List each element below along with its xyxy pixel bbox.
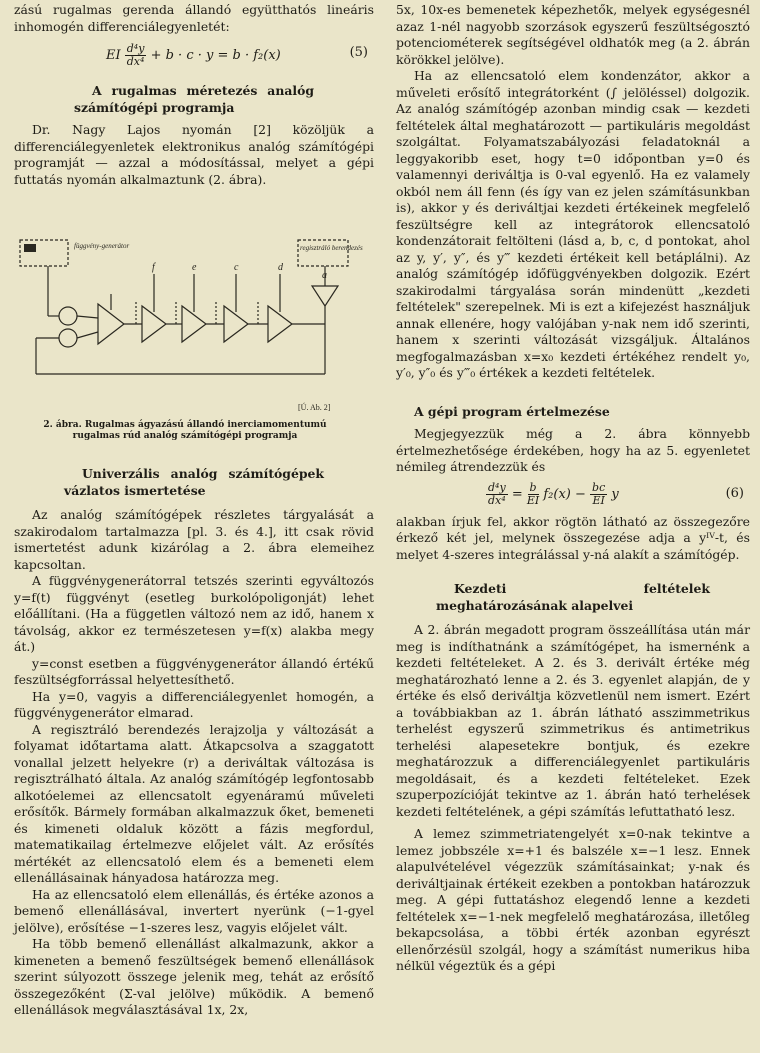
equation-5 — [14, 35, 374, 73]
eq-term: f₂(x) − — [543, 486, 586, 502]
recorder-label: regisztráló berendezés — [300, 244, 363, 252]
label-d: d — [278, 262, 283, 273]
label-e: e — [192, 262, 197, 273]
figure-ref: [Ú. Ab. 2] — [298, 403, 331, 412]
paragraph: A lemez szimmetriatengelyét x=0-nak tekintve a lemez jobbszéle x=+1 és balszéle x=−1 lesz. Ennek alapulvételével végezzük számításainkat; y-nak és deriváltjainak értékeit ezekben a pontokban határozzuk meg. A gépi futtatáshoz elegendő lenne a kezdeti feltételek x=−1-nek megfelelő meghatározása, illetőleg bekapcsolása, a többi érték azonban egyrészt ellenőrzésül szolgál, hogy a számítást numerikus hiba nélkül végeztük és a gépi — [396, 826, 750, 973]
fraction: $\frac{b}{EI}$ — [526, 480, 540, 507]
label-c: c — [234, 262, 239, 273]
right-column — [396, 0, 750, 975]
section-heading: Kezdeti feltételek meghatározásának alapelvei — [436, 581, 710, 613]
fraction: $\frac{\text{d⁴y}}{\text{dx⁴}}$ — [126, 42, 145, 68]
left-column — [14, 0, 374, 188]
section-heading: Univerzális analóg számítógépek vázlatos ismertetése — [64, 466, 324, 498]
paragraph: y=const esetben a függvénygenerátor állandó értékű feszültségforrással helyettesíthető. — [14, 655, 374, 687]
equation-number: (6) — [725, 485, 744, 501]
paragraph: Ha az ellencsatoló elem ellenállás, és értéke azonos a bemenő ellenállásával, invertert nyerünk (−1-gyel jelölve), erősítése −1-szeres lesz, vagyis előjelet vált. — [14, 886, 374, 935]
paragraph: Megjegyezzük még a 2. ábra könnyebb értelmezhetősége érdekében, hogy ha az 5. egyenletet némileg átrendezzük és — [396, 426, 750, 474]
left-column-lower — [14, 466, 374, 1019]
circuit-diagram — [6, 234, 363, 424]
paragraph: 5x, 10x-es bemenetek képezhetők, melyek egységesnél azaz 1-nél nagyobb szorzások egyszerű feszültségosztó potenciométerek segítségével oldhatók meg (a 2. ábrán körökkel jelölve). — [396, 2, 750, 67]
paragraph: zású rugalmas gerenda állandó együtthatós lineáris inhomogén differenciálegyenletét: — [14, 2, 374, 34]
eq-term: = — [511, 486, 523, 502]
eq-term: y — [611, 486, 619, 502]
eq-term: + b · c · y = b · f₂(x) — [150, 48, 281, 63]
equation-number: (5) — [349, 45, 368, 60]
equation-6 — [396, 476, 750, 514]
paragraph: Dr. Nagy Lajos nyomán [2] közöljük a differenciálegyenletek elektronikus analóg számítógépi programját — azzal a módosítással, melyet a gépi futtatás nyomán alkalmaztunk (2. ábra). — [14, 122, 374, 187]
paragraph: Ha y=0, vagyis a differenciálegyenlet homogén, a függvénygenerátor elmarad. — [14, 688, 374, 720]
paragraph: Az analóg számítógépek részletes tárgyalását a szakirodalom tartalmazza [pl. 3. és 4.], itt csak rövid ismertetést adunk kizárólag a 2. ábra elemeihez kapcsoltan. — [14, 507, 374, 572]
label-a: a — [322, 270, 327, 281]
eq-term: EI — [106, 48, 121, 63]
fraction: $\frac{\text{d⁴y}}{\text{dx⁴}}$ — [488, 480, 506, 507]
paragraph: A 2. ábrán megadott program összeállítása után már meg is indíthatnánk a számítógépet, ha ismernénk a kezdeti feltételeket. A 2. és 3. derivált értéke még meghatározható lenne a 2. és 3. egyenlet alapján, de y értéke és első deriváltja közvetlenül nem ismert. Ezért a továbbiakban az 1. ábrán látható asszimmetrikus terhelést egyszerű szimmetrikus és antimetrikus terhelési alapesetekre bontjuk, és ezekre meghatározzuk a differenciálegyenlet partikuláris megoldásait, és a kezdeti feltételeket. Ezek szuperpozícióját tekintve az 1. ábrán ható terhelések kezdeti feltételének, a gépi számítás lefuttatható lesz. — [396, 622, 750, 819]
section-heading: A gépi program értelmezése — [414, 403, 610, 419]
paragraph: Ha több bemenő ellenállást alkalmazunk, akkor a kimeneten a bemenő feszültségek bemenő ellenállások szerint súlyozott összege jelenik meg, tehát az erősítő összegezőként (Σ-val jelölve) működik. A bemenő ellenállások megválasztásával 1x, 2x, — [14, 936, 374, 1017]
paragraph: Ha az ellencsatoló elem kondenzátor, akkor a műveleti erősítő integrátorként (∫ jelöléssel) dolgozik. Az analóg számítógép azonban mindig csak — kezdeti feltételek által meghatározott — partikuláris megoldást szolgáltat. Folyamatszabályozási feladatoknál a leggyakoribb eset, hogy t=0 időpontban y=0 és valamennyi deriváltja is 0-val egyenlő. Ha ez valamely okból nem áll fenn (és így van ez jelen számításunkban is), akkor y és deriváltjai kezdeti értékeinek megfelelő feszültségre kell az integrátorok ellencsatoló kondenzátorait feltölteni (lásd a, b, c, d pontokat, ahol az y, y′, y″, és y‴ kezdeti értékeit kell betáplálni). Az analóg számítógép időfüggvényekben dolgozik. Ezért szakirodalmi tárgyalása során mindenütt „kezdeti feltételek" szerepelnek. Mi is ezt a kifejezést használjuk annak ellenére, hogy valójában y-nak nem idő szerinti, hanem x szerinti változását vizsgáljuk. Általános megfogalmazásban x=x₀ kezdeti értékéhez rendelt y₀, y′₀, y″₀ és y‴₀ értékek a kezdeti feltételek. — [396, 68, 750, 380]
label-f: f — [152, 262, 155, 273]
figure-caption: 2. ábra. Rugalmas ágyazású állandó inerciamomentumú rugalmas rúd analóg számítógépi programja — [43, 420, 327, 441]
paragraph: A regisztráló berendezés lerajzolja y változását a folyamat időtartama alatt. Átkapcsolva a szaggatott vonallal jelzett helyekre (r) a deriváltak változása is regisztrálható általa. Az analóg számítógép legfontosabb alkotóelemei az ellencsatolt egyenáramú műveleti erősítők. Bármely formában alkalmazzuk őket, bemeneti és kimeneti oldaluk között a fázis megfordul, matematikailag értelmezve előjelet vált. Az erősítés mértékét az ellencsatoló elem és a bemeneti elem ellenállásainak hányadosa határozza meg. — [14, 721, 374, 885]
figure-2-diagram — [6, 234, 363, 424]
generator-label: függvény-generátor — [74, 242, 130, 250]
paragraph: A függvénygenerátorral tetszés szerinti egyváltozós y=f(t) függvényt (esetleg burkolópoligonját) lehet előállítani. (Ha a független változó nem az idő, hanem x távolság, akkor ez természetesen y=f(x) alakba megy át.) — [14, 573, 374, 654]
fraction: $\frac{bc}{EI}$ — [592, 480, 606, 507]
paragraph: alakban írjuk fel, akkor rögtön látható az összegezőre érkező két jel, melynek összegezése adja a yᴵⱽ-t, és melyet 4-szeres integrálással y-ná alakít a számítógép. — [396, 513, 750, 562]
section-heading: A rugalmas méretezés analóg számítógépi programja — [74, 83, 314, 115]
